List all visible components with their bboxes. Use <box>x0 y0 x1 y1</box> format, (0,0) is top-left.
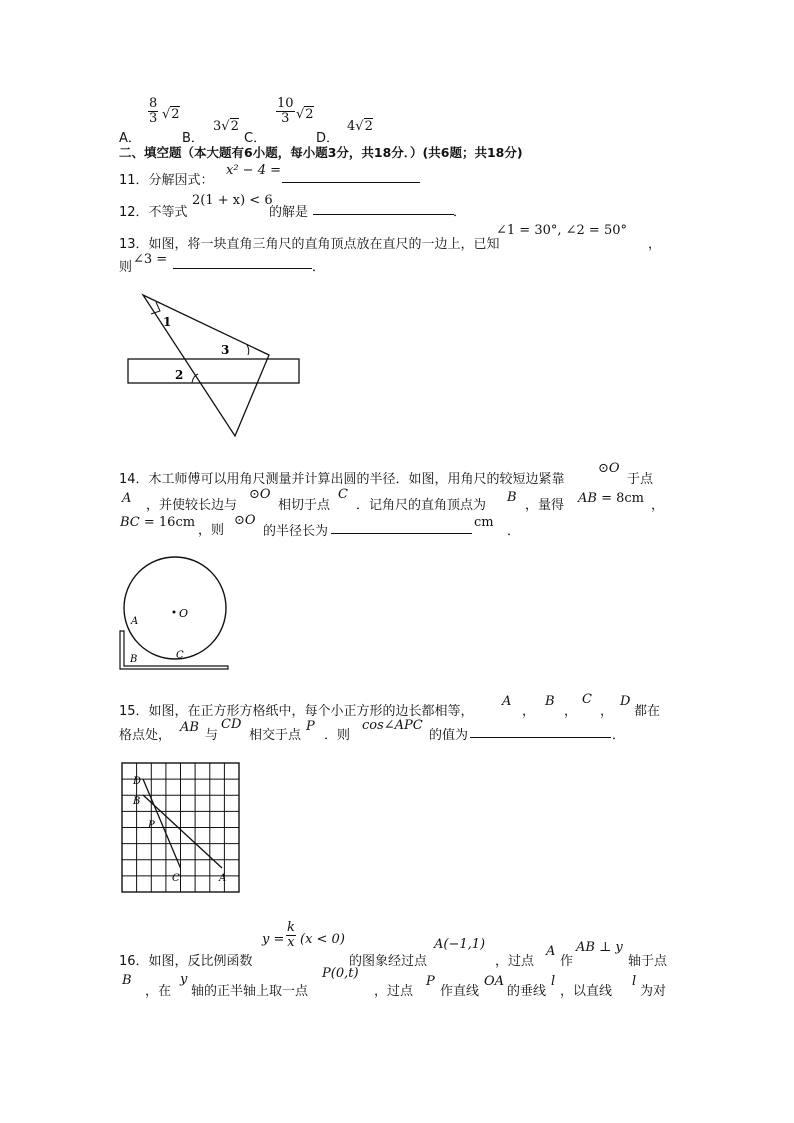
option-c-fraction: $\frac{10}{3}$ <box>277 96 294 126</box>
q14-answer-blank[interactable] <box>331 533 472 534</box>
q15-point-c: C <box>582 692 592 707</box>
q16-a: A <box>546 944 556 959</box>
q11-text: 11．分解因式： <box>119 173 214 188</box>
option-d-value: 4√2 <box>347 119 373 134</box>
q16-y: y <box>180 972 188 987</box>
label-b: B <box>133 796 141 807</box>
q16-oa: OA <box>484 974 505 989</box>
label-a: A <box>131 616 139 627</box>
q14-line1: 14．木工师傅可以用角尺测量并计算出圆的半径．如图，用角尺的较短边紧靠 <box>119 472 565 487</box>
q16-p1: 16．如图，反比例函数 <box>119 954 253 969</box>
q16-p2: 的图象经过点 <box>349 954 428 969</box>
q14-point-c: C <box>338 487 348 502</box>
q16-p4: 作 <box>560 954 574 969</box>
q15-p4: 与 <box>205 728 219 743</box>
q15-ab: AB <box>180 720 199 735</box>
q16-p12: 为对 <box>640 984 667 999</box>
q16-p7: 轴的正半轴上取一点 <box>191 984 309 999</box>
option-c-label: C． <box>244 131 267 146</box>
option-a-fraction: $\frac{8}{3}$ <box>149 96 158 126</box>
q13-angle3-expr: ∠3 = <box>133 252 168 267</box>
q16-p6: ，在 <box>145 984 172 999</box>
q13-line1: 13．如图，将一块直角三角尺的直角顶点放在直尺的一边上，已知 <box>119 237 500 252</box>
q15-sep-1: ， <box>522 704 536 719</box>
q15-sep-3: ， <box>600 704 614 719</box>
center-dot <box>173 611 176 614</box>
q15-p6: ．则 <box>324 728 351 743</box>
q15-p1: 15．如图，在正方形方格纸中，每个小正方形的边长都相等， <box>119 704 474 719</box>
option-b-label: B． <box>182 131 204 146</box>
label-b: B <box>130 654 138 665</box>
q16-l-2: l <box>632 974 637 989</box>
ruler <box>128 359 299 383</box>
q16-p11: ，以直线 <box>560 984 613 999</box>
q14-point-a: A <box>122 491 132 506</box>
q15-point-d: D <box>620 694 631 709</box>
q15-cos-expr: cos∠APC <box>362 718 423 733</box>
q15-p3: 格点处， <box>119 728 172 743</box>
label-d: D <box>133 776 142 787</box>
label-a: A <box>219 873 227 884</box>
angle-3-arc <box>247 345 249 355</box>
angle-3-label: 3 <box>221 343 230 357</box>
q16-p3: ，过点 <box>495 954 535 969</box>
q11-answer-blank[interactable] <box>282 182 420 183</box>
q16-p9: 作直线 <box>440 984 480 999</box>
option-c-root: √2 <box>296 107 314 122</box>
q13-figure <box>120 288 310 438</box>
q14-circle-o-2: ⊙O <box>249 487 271 502</box>
q13-end: ． <box>312 260 326 275</box>
q12-expression: 2(1 + x) < 6 <box>192 193 273 208</box>
q12-end: ． <box>453 205 467 220</box>
q14-unit: cm <box>474 515 494 530</box>
q14-circle-o-3: ⊙O <box>234 513 256 528</box>
q16-p10: 的垂线 <box>507 984 547 999</box>
q15-cd: CD <box>221 717 242 732</box>
label-c: C <box>176 650 184 661</box>
q14-p7: ，则 <box>198 523 225 538</box>
q15-p7: 的值为 <box>429 728 469 743</box>
q14-p2: 于点 <box>627 472 654 487</box>
q16-p: P <box>426 974 435 989</box>
q15-point-b: B <box>545 694 555 709</box>
q16-b: B <box>122 973 132 988</box>
right-angle-mark <box>151 302 160 314</box>
q12-answer-blank[interactable] <box>313 214 454 215</box>
option-d-label: D． <box>316 131 340 146</box>
q14-p8: 的半径长为 <box>263 524 329 539</box>
angle-1-label: 1 <box>163 315 172 329</box>
q15-sep-2: ， <box>564 704 578 719</box>
label-o: O <box>179 607 189 620</box>
q16-p8: ，过点 <box>374 984 414 999</box>
q13-answer-blank[interactable] <box>173 268 312 269</box>
q16-l-1: l <box>551 974 556 989</box>
q13-comma: ， <box>648 237 662 252</box>
q16-perp: AB ⊥ y <box>576 940 623 955</box>
q16-point-p: P(0,t) <box>322 966 359 981</box>
q14-p5: ．记角尺的直角顶点为 <box>356 498 487 513</box>
label-c: C <box>172 873 180 884</box>
section-2-header: 二、填空题（本大题有6小题，每小题3分，共18分．）(共6题；共18分) <box>119 145 523 160</box>
q15-p2: 都在 <box>634 704 661 719</box>
q14-comma: ， <box>651 498 665 513</box>
q15-end: ． <box>612 728 626 743</box>
option-a-root: √2 <box>162 107 180 122</box>
label-p: P <box>148 820 155 831</box>
q16-point-a: A(−1,1) <box>434 937 486 952</box>
q14-figure <box>118 556 234 672</box>
option-b-value: 3√2 <box>213 119 239 134</box>
q14-p6: ，量得 <box>525 498 565 513</box>
q11-expression: x² − 4 = <box>226 163 281 178</box>
angle-2-label: 2 <box>175 368 184 382</box>
q14-point-b: B <box>507 490 517 505</box>
q14-end: ． <box>507 524 521 539</box>
q15-p5: 相交于点 <box>249 728 302 743</box>
q16-p5: 轴于点 <box>628 954 668 969</box>
q13-given-angles: ∠1 = 30°, ∠2 = 50° <box>496 223 627 238</box>
q14-circle-o-1: ⊙O <box>598 461 620 476</box>
q15-answer-blank[interactable] <box>470 737 611 738</box>
q14-p4: 相切于点 <box>278 498 331 513</box>
q14-p3: ，并使较长边与 <box>146 498 238 513</box>
q13-line2-prefix: 则 <box>119 260 133 275</box>
q15-figure <box>118 760 244 896</box>
q12-prefix: 12．不等式 <box>119 205 188 220</box>
q14-bc-length: BC = 16cm <box>120 515 196 530</box>
q15-point-p: P <box>306 719 315 734</box>
q15-point-a: A <box>502 694 512 709</box>
circle-o <box>124 557 226 659</box>
triangle-ruler <box>143 295 269 436</box>
option-a-label: A． <box>119 131 141 146</box>
q12-suffix: 的解是 <box>269 205 309 220</box>
q14-ab-length: AB = 8cm <box>578 491 644 506</box>
